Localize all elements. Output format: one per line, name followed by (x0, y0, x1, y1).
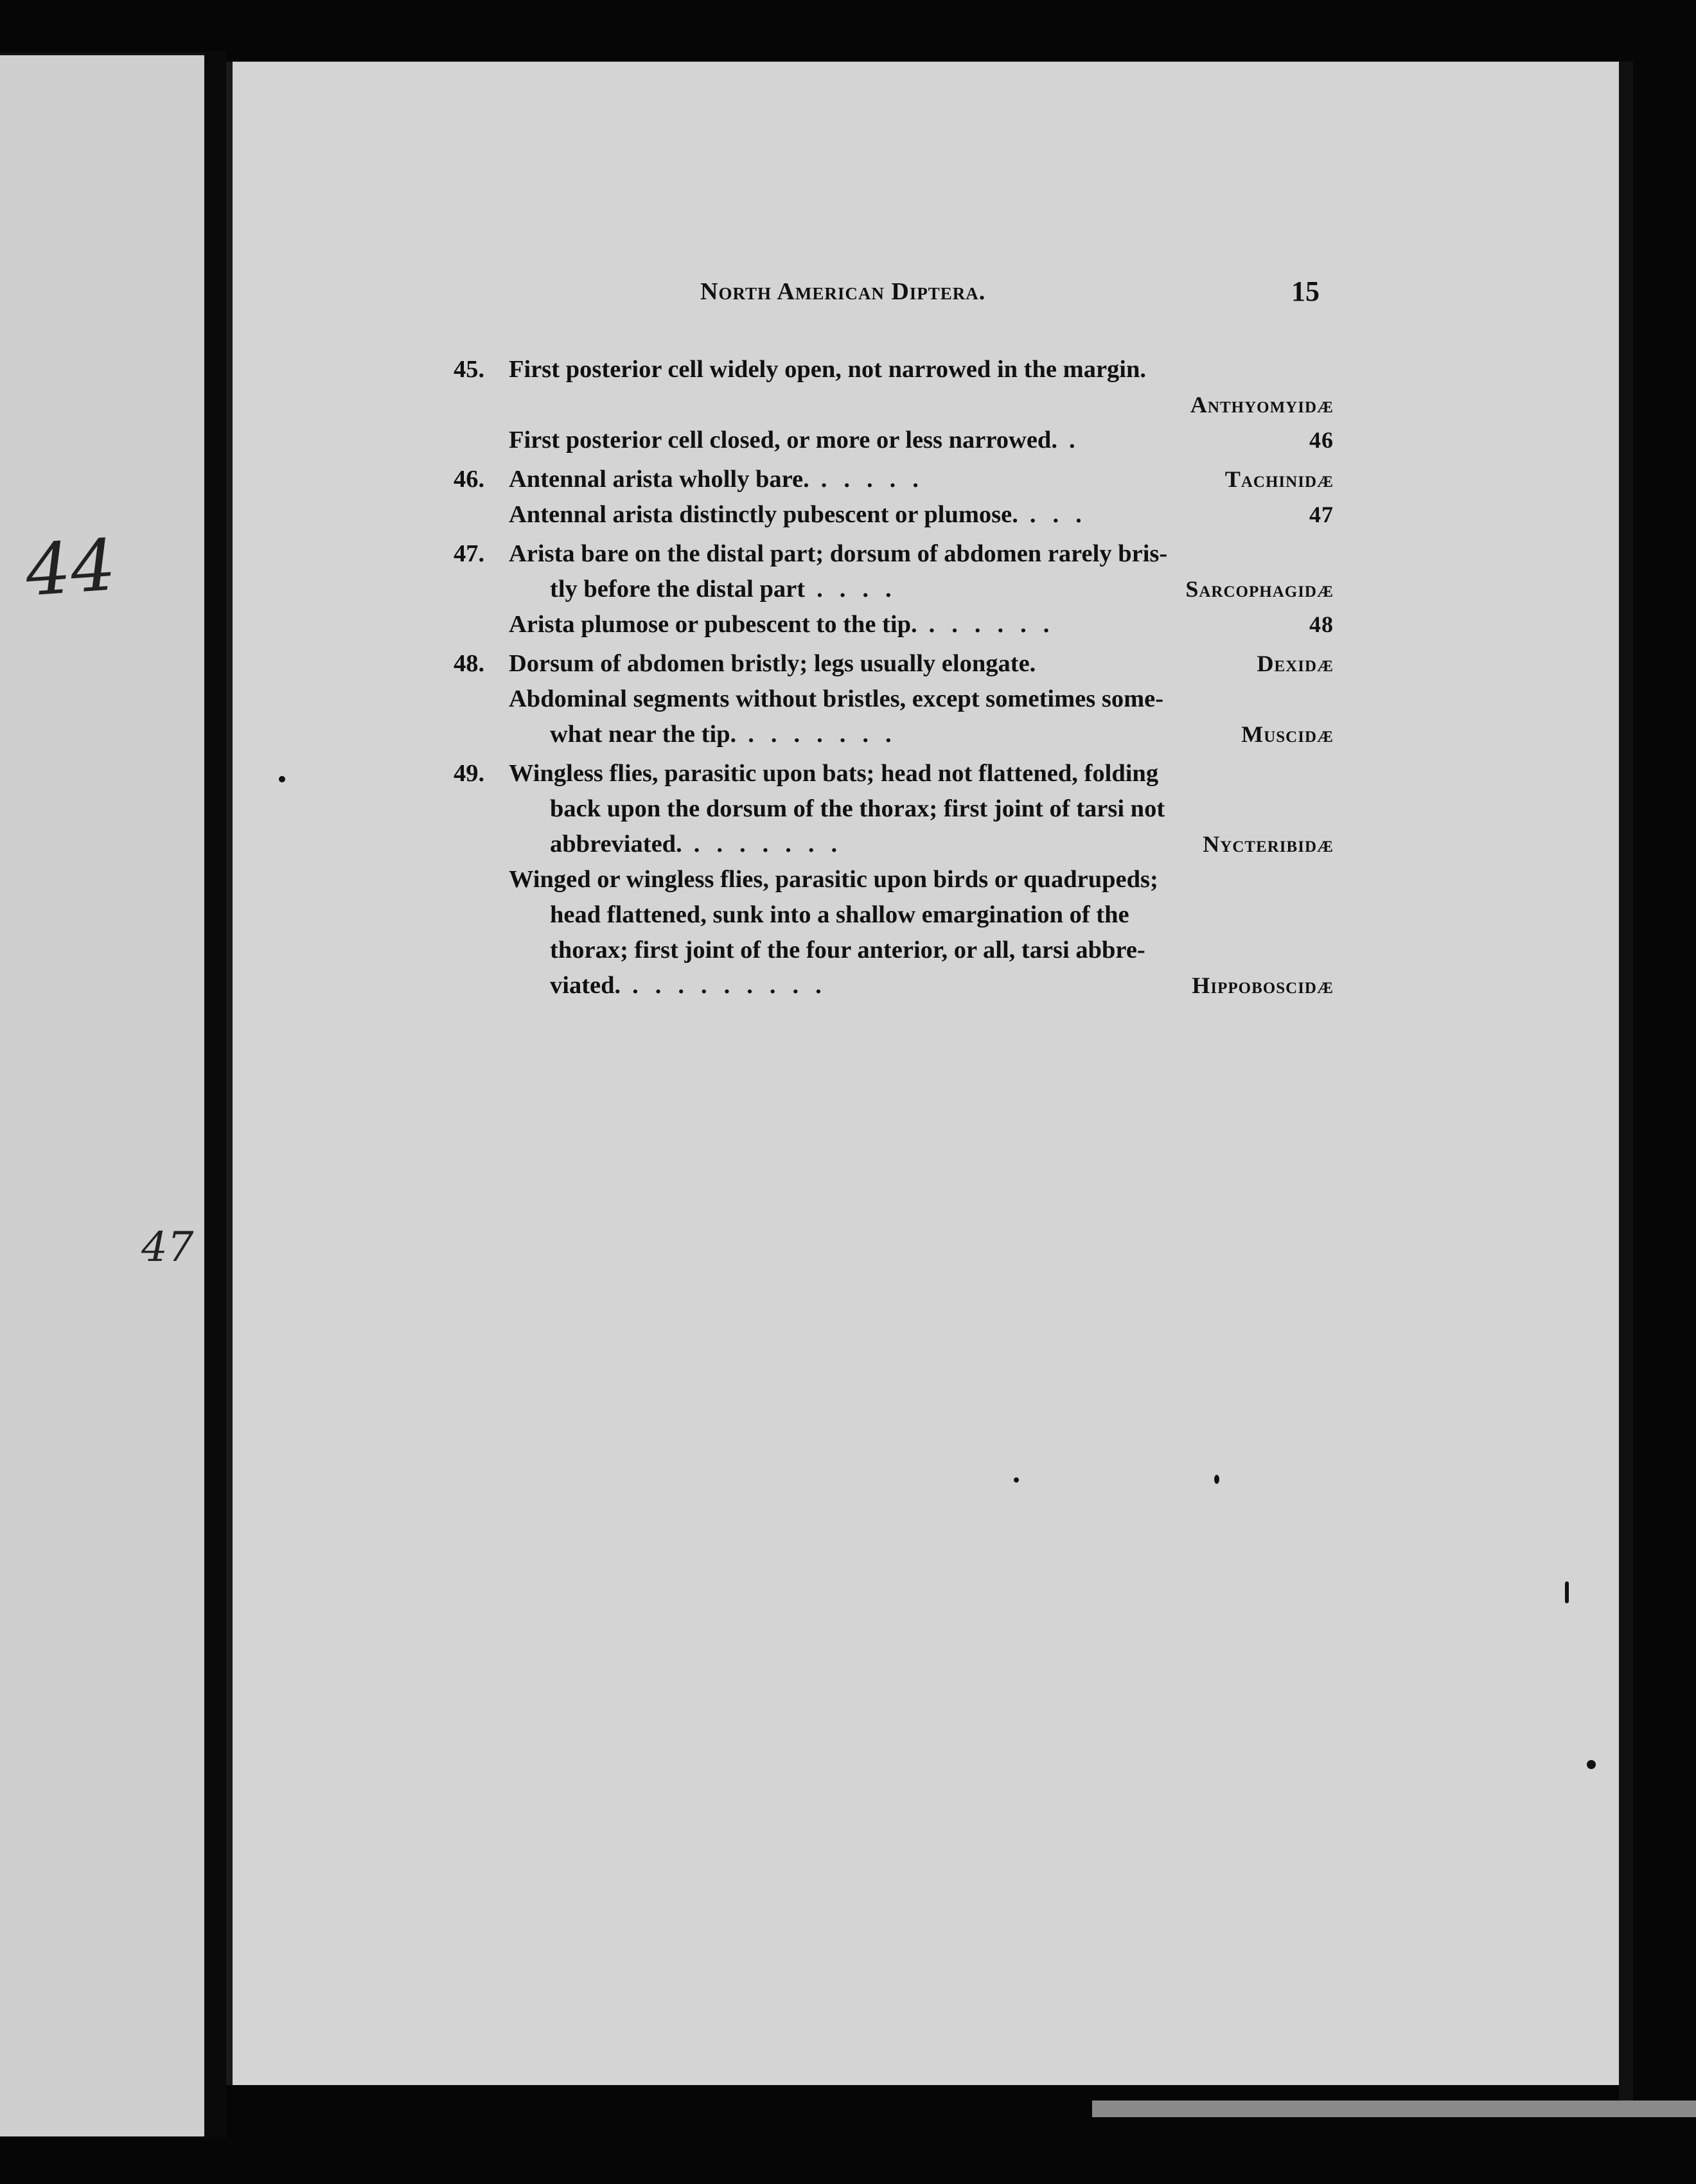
key-line (454, 572, 1334, 607)
key-entry-46 (454, 462, 1334, 533)
leader-dots: ......... (632, 972, 838, 999)
lead-target: 47 (1309, 502, 1334, 527)
entry-number: 49. (454, 760, 485, 787)
key-line (454, 717, 1334, 752)
entry-number: 48. (454, 650, 485, 677)
leader-dots: ..... (820, 466, 935, 493)
lead-target: 48 (1309, 612, 1334, 637)
lead-target: 46 (1309, 427, 1334, 453)
leader-dots: .... (817, 576, 908, 603)
leader-dots: ... (1029, 501, 1099, 528)
scan-speck (1014, 1477, 1019, 1483)
key-entry-49 (454, 756, 1334, 1003)
lead-text: Dorsum of abdomen bristly; legs usually elongate. (509, 650, 1036, 677)
lead-text: Wingless flies, parasitic upon bats; head not flattened, folding (509, 760, 1159, 787)
page-right-edge (1619, 62, 1633, 2104)
key-line (454, 497, 1334, 533)
running-title: North American Diptera. (700, 278, 986, 305)
lead-target: Dexidæ (1257, 651, 1334, 676)
key-line (454, 536, 1334, 572)
leader-dots: ....... (748, 721, 908, 748)
key-line (454, 682, 1334, 717)
key-line (454, 462, 1334, 497)
lead-text: head flattened, sunk into a shallow emargination of the (550, 901, 1129, 928)
lead-text: Winged or wingless flies, parasitic upon birds or quadrupeds; (509, 866, 1158, 893)
identification-key (454, 352, 1334, 1007)
lead-target: Sarcophagidæ (1185, 576, 1334, 602)
lead-text: viated. (550, 972, 621, 999)
entry-number: 46. (454, 466, 485, 493)
lead-target: Anthyomyidæ (1190, 392, 1334, 418)
key-line (454, 827, 1334, 862)
leader-dots: ...... (928, 611, 1066, 638)
key-line (454, 646, 1334, 682)
key-entry-47 (454, 536, 1334, 642)
key-line (454, 933, 1334, 968)
key-line (454, 897, 1334, 933)
entry-number: 47. (454, 540, 485, 567)
key-entry-45 (454, 352, 1334, 458)
key-line (454, 607, 1334, 642)
book-gutter (204, 51, 226, 2139)
key-line (454, 968, 1334, 1003)
lead-text: Antennal arista wholly bare. (509, 466, 809, 493)
lead-text: Antennal arista distinctly pubescent or plumose. (509, 501, 1018, 528)
lead-target: Tachinidæ (1224, 466, 1334, 492)
leader-dots: . (1068, 427, 1092, 454)
scan-speck (1587, 1760, 1596, 1769)
lead-text: Abdominal segments without bristles, except sometimes some- (509, 685, 1164, 712)
lead-target: Muscidæ (1241, 721, 1334, 747)
scan-speck (279, 776, 285, 782)
margin-note-top: 44 (22, 524, 119, 612)
entry-number: 45. (454, 356, 485, 383)
scan-speck (1214, 1475, 1219, 1484)
lead-text: tly before the distal part (550, 576, 806, 603)
margin-note-bottom: 47 (141, 1224, 194, 1271)
lead-text: First posterior cell widely open, not narrowed in the margin. (509, 356, 1147, 383)
lead-target: Nycteribidæ (1203, 831, 1334, 857)
lead-text: back upon the dorsum of the thorax; first joint of tarsi not (550, 795, 1165, 822)
key-line (454, 756, 1334, 791)
lead-text: what near the tip. (550, 721, 737, 748)
lead-text: Arista bare on the distal part; dorsum of abdomen rarely bris- (509, 540, 1168, 567)
lead-text: abbreviated. (550, 831, 682, 858)
leader-dots: ....... (693, 831, 854, 858)
scan-speck (1565, 1581, 1569, 1603)
key-line (454, 862, 1334, 897)
key-line (454, 352, 1334, 387)
lead-text: thorax; first joint of the four anterior, or all, tarsi abbre- (550, 937, 1145, 964)
lead-text: First posterior cell closed, or more or less narrowed. (509, 427, 1057, 454)
lead-target: Hippoboscidæ (1192, 973, 1334, 998)
previous-page-edge (0, 53, 213, 2136)
key-line (454, 791, 1334, 827)
key-entry-48 (454, 646, 1334, 752)
lead-text: Arista plumose or pubescent to the tip. (509, 611, 917, 638)
page-number: 15 (1291, 276, 1320, 307)
page-bottom-edge (1092, 2100, 1696, 2117)
key-line (454, 423, 1334, 458)
